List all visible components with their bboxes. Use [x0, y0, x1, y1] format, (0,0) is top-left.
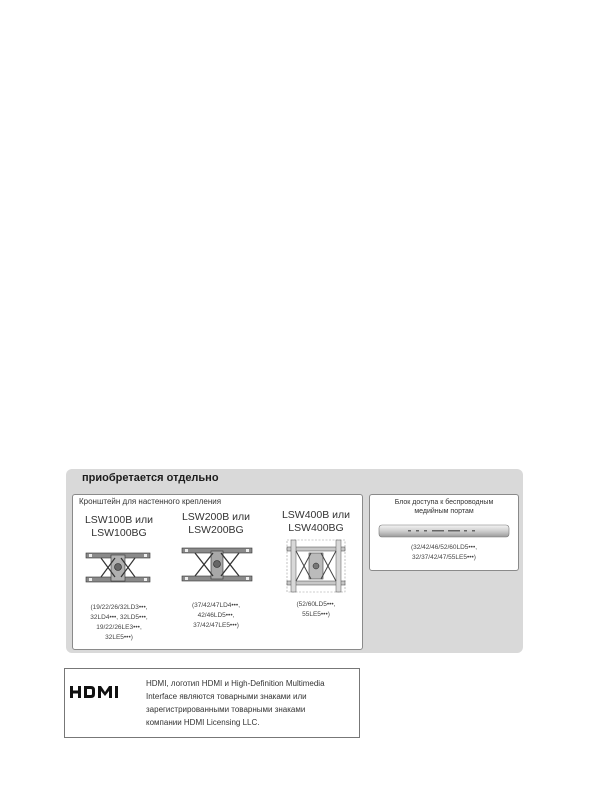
- bracket-lsw400-icon: [285, 537, 347, 595]
- wireless-compat: (32/42/46/52/60LD5•••, 32/37/42/47/55LE5•••): [410, 544, 478, 561]
- hdmi-trademark-notice: [64, 668, 360, 738]
- model-lsw100-name: LSW100B или LSW100BG: [84, 514, 154, 539]
- model-lsw400-name: LSW400B или LSW400BG: [281, 509, 351, 534]
- accessories-panel: [66, 469, 523, 653]
- wireless-media-section: [369, 494, 519, 571]
- hdmi-notice-text: HDMI, логотип HDMI и High-Definition Multimedia Interface являются товарными знаками или зарегистрированными товарными знаками компании HDMI Licensing LLC.: [146, 679, 325, 727]
- model-lsw200-name: LSW200B или LSW200BG: [181, 511, 251, 536]
- wall-bracket-section: [72, 494, 363, 650]
- panel-title: приобретается отдельно: [82, 472, 219, 484]
- model-lsw200-compat: (37/42/47LD4•••, 42/46LD5•••, 37/42/47LE5•••): [191, 602, 241, 629]
- model-lsw100-compat: (19/22/26/32LD3•••, 32LD4•••, 32LD5•••, 19/22/26LE3•••, 32LE5•••): [90, 604, 148, 641]
- bracket-lsw200-icon: [181, 544, 253, 586]
- bracket-heading: Кронштейн для настенного крепления: [79, 497, 222, 506]
- wireless-heading: Блок доступа к беспроводным медийным портам: [394, 499, 494, 515]
- hdmi-logo-icon: [70, 685, 124, 699]
- model-lsw400-compat: (52/60LD5•••, 55LE5•••): [296, 601, 336, 618]
- bracket-lsw100-icon: [85, 549, 151, 587]
- wireless-media-box-icon: [378, 523, 510, 539]
